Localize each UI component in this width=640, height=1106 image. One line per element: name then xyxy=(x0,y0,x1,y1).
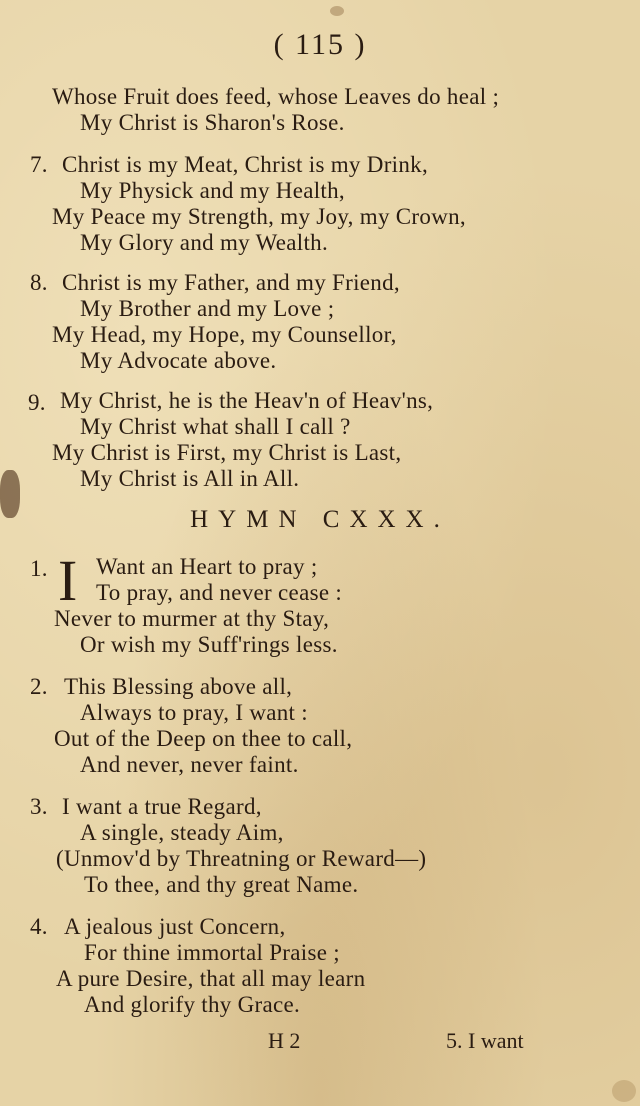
verse-line: Out of the Deep on thee to call, xyxy=(54,726,353,751)
ink-spot xyxy=(330,6,344,16)
verse-line: Always to pray, I want : xyxy=(80,700,308,725)
verse-line: And glorify thy Grace. xyxy=(84,992,301,1017)
verse-line: Christ is my Father, and my Friend, xyxy=(62,270,400,295)
verse-line: Or wish my Suff'rings less. xyxy=(80,632,338,657)
verse-line: My Christ is Sharon's Rose. xyxy=(80,110,345,135)
verse-number: 7. xyxy=(30,152,48,177)
page-number: ( 115 ) xyxy=(273,28,367,61)
verse-line: My Advocate above. xyxy=(80,348,277,373)
verse-line: My Physick and my Health, xyxy=(80,178,345,203)
verse-line: My Christ is All in All. xyxy=(80,466,300,491)
verse-line: And never, never faint. xyxy=(80,752,299,777)
verse-line: Whose Fruit does feed, whose Leaves do heal ; xyxy=(52,84,500,109)
verse-line: (Unmov'd by Threatning or Reward—) xyxy=(56,846,427,871)
corner-stain xyxy=(612,1080,636,1102)
verse-line: I want a true Regard, xyxy=(62,794,262,819)
verse-line: My Brother and my Love ; xyxy=(80,296,335,321)
verse-number: 2. xyxy=(30,674,48,699)
verse-line: My Christ is First, my Christ is Last, xyxy=(52,440,402,465)
verse-line: To pray, and never cease : xyxy=(96,580,343,605)
verse-line: To thee, and thy great Name. xyxy=(84,872,359,897)
verse-number: 9. xyxy=(28,390,46,415)
verse-line: My Christ, he is the Heav'n of Heav'ns, xyxy=(60,388,434,413)
verse-line: A single, steady Aim, xyxy=(80,820,284,845)
drop-cap: I xyxy=(58,548,78,613)
verse-line: My Glory and my Wealth. xyxy=(80,230,329,255)
verse-number: 3. xyxy=(30,794,48,819)
verse-number: 8. xyxy=(30,270,48,295)
verse-line: Never to murmer at thy Stay, xyxy=(54,606,330,631)
verse-line: My Peace my Strength, my Joy, my Crown, xyxy=(52,204,466,229)
verse-line: My Christ what shall I call ? xyxy=(80,414,351,439)
hymn-title: HYMN CXXX. xyxy=(190,506,450,533)
verse-line: My Head, my Hope, my Counsellor, xyxy=(52,322,397,347)
verse-line: Christ is my Meat, Christ is my Drink, xyxy=(62,152,428,177)
verse-number: 4. xyxy=(30,914,48,939)
verse-line: This Blessing above all, xyxy=(64,674,293,699)
signature-mark: H 2 xyxy=(268,1028,301,1053)
verse-line: A pure Desire, that all may learn xyxy=(56,966,366,991)
verse-number: 1. xyxy=(30,556,48,581)
verse-line: For thine immortal Praise ; xyxy=(84,940,340,965)
catchword: 5. I want xyxy=(446,1028,524,1053)
verse-line: A jealous just Concern, xyxy=(64,914,286,939)
verse-line: Want an Heart to pray ; xyxy=(96,554,318,579)
